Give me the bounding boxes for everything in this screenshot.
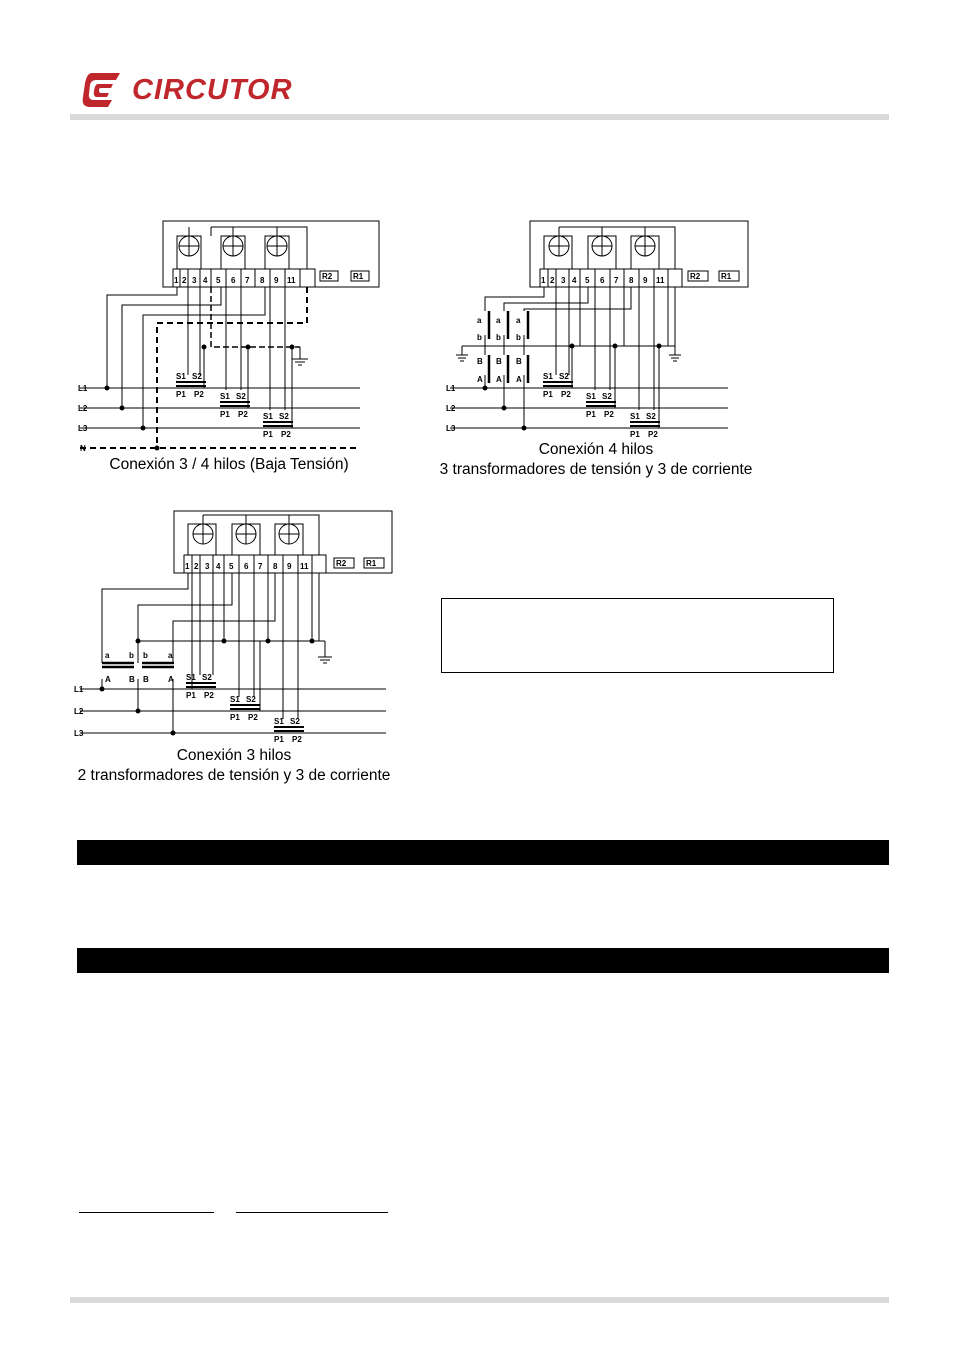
terminal-8-label: 8 xyxy=(273,562,278,571)
vt3-a-primary-label: A xyxy=(516,375,522,384)
terminal-1-label: 1 xyxy=(185,562,190,571)
ct1-p1-label: P1 xyxy=(176,390,186,399)
ct3-s1-label: S1 xyxy=(274,717,284,726)
line-l2-label: L2 xyxy=(78,404,88,413)
ct3-p1-label: P1 xyxy=(274,735,284,744)
terminal-9-label: 9 xyxy=(287,562,292,571)
vt1-B-label: B xyxy=(129,675,135,684)
terminal-4-label: 4 xyxy=(216,562,221,571)
relay-r1-label: R1 xyxy=(353,272,364,281)
ct3-p2-label: P2 xyxy=(648,430,658,439)
line-n-label: N xyxy=(80,444,86,453)
terminal-11-label: 11 xyxy=(656,276,665,285)
ct1-s1-label: S1 xyxy=(543,372,553,381)
terminal-8-label: 8 xyxy=(629,276,634,285)
section-heading-bar-1 xyxy=(77,840,889,865)
circutor-logo-icon xyxy=(82,70,126,110)
ct2-p2-label: P2 xyxy=(248,713,258,722)
terminal-2-label: 2 xyxy=(182,276,187,285)
terminal-11-label: 11 xyxy=(300,562,309,571)
terminal-9-label: 9 xyxy=(274,276,279,285)
line-l2-label: L2 xyxy=(74,707,84,716)
line-l1-label: L1 xyxy=(446,384,456,393)
ct2-s2-label: S2 xyxy=(602,392,612,401)
vt1-a-primary-label: A xyxy=(477,375,483,384)
ct1-p1-label: P1 xyxy=(186,691,196,700)
relay-r1-label: R1 xyxy=(721,272,732,281)
vt3-b-label: b xyxy=(516,333,521,342)
ct2-p1-label: P1 xyxy=(220,410,230,419)
relay-r2-label: R2 xyxy=(322,272,333,281)
diagram-2-caption-line2: 3 transformadores de tensión y 3 de corriente xyxy=(439,461,753,478)
terminal-5-label: 5 xyxy=(229,562,234,571)
terminal-3-label: 3 xyxy=(192,276,197,285)
terminal-9-label: 9 xyxy=(643,276,648,285)
ct2-s2-label: S2 xyxy=(246,695,256,704)
ct3-p1-label: P1 xyxy=(630,430,640,439)
ct3-p2-label: P2 xyxy=(281,430,291,439)
terminal-8-label: 8 xyxy=(260,276,265,285)
ct1-s2-label: S2 xyxy=(192,372,202,381)
diagram-3-caption-line2: 2 transformadores de tensión y 3 de corriente xyxy=(77,767,391,784)
ct1-p2-label: P2 xyxy=(561,390,571,399)
ct1-p1-label: P1 xyxy=(543,390,553,399)
section-heading-bar-2 xyxy=(77,948,889,973)
ct2-s2-label: S2 xyxy=(236,392,246,401)
terminal-6-label: 6 xyxy=(244,562,249,571)
vt2-b-primary-label: B xyxy=(496,357,502,366)
terminal-3-label: 3 xyxy=(205,562,210,571)
terminal-11-label: 11 xyxy=(287,276,296,285)
vt2-a-label: a xyxy=(496,316,501,325)
vt1-b-primary-label: B xyxy=(477,357,483,366)
vt2-b-label: b xyxy=(496,333,501,342)
ct3-p2-label: P2 xyxy=(292,735,302,744)
terminal-4-label: 4 xyxy=(203,276,208,285)
diagram-1-caption: Conexión 3 / 4 hilos (Baja Tensión) xyxy=(109,456,349,473)
vt1-b-label: b xyxy=(477,333,482,342)
diagram-2-caption-line1: Conexión 4 hilos xyxy=(538,441,654,458)
diagram-3-4-hilos xyxy=(70,215,400,480)
ct1-s2-label: S2 xyxy=(559,372,569,381)
terminal-5-label: 5 xyxy=(216,276,221,285)
vt2-a-primary-label: A xyxy=(496,375,502,384)
ct1-p2-label: P2 xyxy=(204,691,214,700)
terminal-7-label: 7 xyxy=(245,276,250,285)
footer-rule xyxy=(70,1297,889,1303)
relay-r1-label: R1 xyxy=(366,559,377,568)
line-l3-label: L3 xyxy=(446,424,456,433)
brand-name: CIRCUTOR xyxy=(132,74,293,106)
relay-r2-label: R2 xyxy=(336,559,347,568)
diagram-3-hilos xyxy=(70,505,400,745)
signature-line-2 xyxy=(236,1212,388,1213)
ct3-s2-label: S2 xyxy=(290,717,300,726)
vt2-a-label: a xyxy=(168,651,173,660)
vt2-b-label: b xyxy=(143,651,148,660)
vt3-b-primary-label: B xyxy=(516,357,522,366)
ct3-s1-label: S1 xyxy=(630,412,640,421)
terminal-2-label: 2 xyxy=(550,276,555,285)
line-l3-label: L3 xyxy=(74,729,84,738)
ct1-p2-label: P2 xyxy=(194,390,204,399)
terminal-4-label: 4 xyxy=(572,276,577,285)
relay-r2-label: R2 xyxy=(690,272,701,281)
vt1-A-label: A xyxy=(105,675,111,684)
vt2-B-label: B xyxy=(143,675,149,684)
vt2-A-label: A xyxy=(168,675,174,684)
vt3-a-label: a xyxy=(516,316,521,325)
ct2-s1-label: S1 xyxy=(586,392,596,401)
line-l1-label: L1 xyxy=(74,685,84,694)
line-l3-label: L3 xyxy=(78,424,88,433)
terminal-5-label: 5 xyxy=(585,276,590,285)
ct2-p1-label: P1 xyxy=(586,410,596,419)
ct3-s2-label: S2 xyxy=(646,412,656,421)
ct2-p2-label: P2 xyxy=(604,410,614,419)
terminal-2-label: 2 xyxy=(194,562,199,571)
line-l2-label: L2 xyxy=(446,404,456,413)
ct3-p1-label: P1 xyxy=(263,430,273,439)
terminal-7-label: 7 xyxy=(614,276,619,285)
header-rule xyxy=(70,114,889,120)
ct1-s2-label: S2 xyxy=(202,673,212,682)
ct2-p2-label: P2 xyxy=(238,410,248,419)
terminal-1-label: 1 xyxy=(541,276,546,285)
vt1-a-label: a xyxy=(105,651,110,660)
ct1-s1-label: S1 xyxy=(176,372,186,381)
ct2-p1-label: P1 xyxy=(230,713,240,722)
line-l1-label: L1 xyxy=(78,384,88,393)
terminal-6-label: 6 xyxy=(600,276,605,285)
diagram-4-hilos xyxy=(440,215,760,445)
ct3-s1-label: S1 xyxy=(263,412,273,421)
vt1-a-label: a xyxy=(477,316,482,325)
terminal-7-label: 7 xyxy=(258,562,263,571)
vt1-b-label: b xyxy=(129,651,134,660)
brand-logo xyxy=(82,70,312,112)
ct2-s1-label: S1 xyxy=(230,695,240,704)
signature-line-1 xyxy=(79,1212,214,1213)
ct3-s2-label: S2 xyxy=(279,412,289,421)
diagram-3-caption-line1: Conexión 3 hilos xyxy=(176,747,292,764)
terminal-6-label: 6 xyxy=(231,276,236,285)
ct2-s1-label: S1 xyxy=(220,392,230,401)
empty-box xyxy=(441,598,834,673)
terminal-1-label: 1 xyxy=(174,276,179,285)
ct1-s1-label: S1 xyxy=(186,673,196,682)
terminal-3-label: 3 xyxy=(561,276,566,285)
